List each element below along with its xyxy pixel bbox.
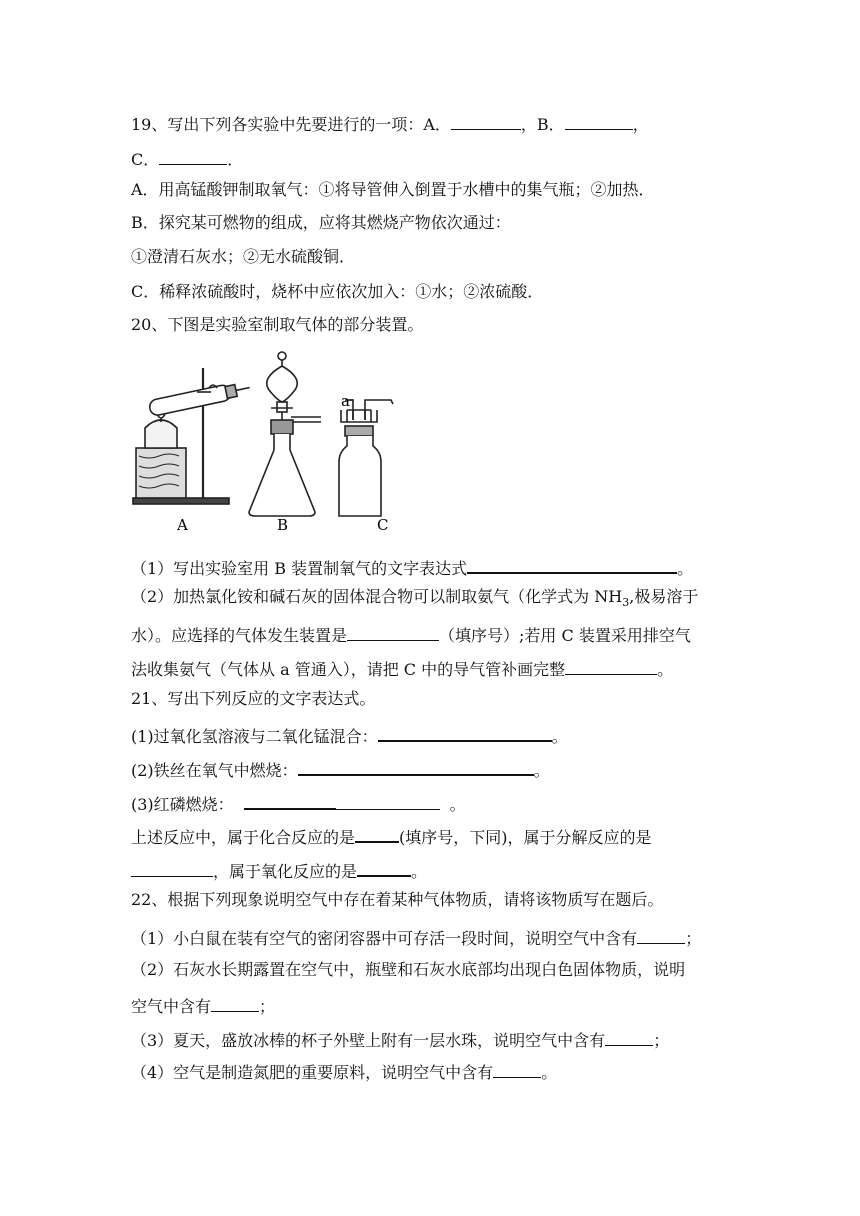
q20-part2-text-e: 法收集氨气（气体从 a 管通入），请把 C 中的导气管补画完整 xyxy=(131,660,566,679)
q21-summary2 xyxy=(131,857,427,883)
q20-part1-prefix: （1）写出实验室用 B 装置制氧气的文字表达式 xyxy=(131,559,468,578)
q22-title: 22、根据下列现象说明空气中存在着某种气体物质，请将该物质写在题后。 xyxy=(131,890,664,909)
q21-r2-text: (2)铁丝在氧气中燃烧： xyxy=(131,761,298,780)
q19-sep-b: ，B． xyxy=(520,115,565,134)
q22-item4 xyxy=(131,1059,557,1084)
q21-r1-blank[interactable] xyxy=(378,722,552,742)
nh3-subscript: 3 xyxy=(622,596,630,610)
q21-r3-text: (3)红磷燃烧： xyxy=(131,795,234,814)
q19-option-b2: ①澄清石灰水；②无水硫酸铜． xyxy=(131,247,356,266)
q19-blank-b[interactable] xyxy=(565,111,633,130)
q20-part2-blank2[interactable] xyxy=(565,656,657,675)
apparatus-b xyxy=(249,352,321,516)
q21-combination-blank[interactable] xyxy=(355,823,399,843)
q20-title: 20、下图是实验室制取气体的部分装置。 xyxy=(131,315,424,334)
q21-summary1 xyxy=(131,823,652,849)
q20-part2-text-d: （填序号）;若用 C 装置采用排空气 xyxy=(439,626,691,645)
q19-option-b: B．探究某可燃物的组成，应将其燃烧产物依次通过： xyxy=(131,213,511,232)
q21-reaction1 xyxy=(131,722,568,748)
q20-part2-blank1[interactable] xyxy=(347,622,439,641)
q22-item3-text: （3）夏天，盛放冰棒的杯子外壁上附有一层水珠，说明空气中含有 xyxy=(131,1031,606,1050)
q19-line1-end: ， xyxy=(632,115,649,134)
label-a: A xyxy=(177,516,188,534)
apparatus-figure xyxy=(131,350,431,536)
q21-sum1-text-b: (填序号，下同)，属于分解反应的是 xyxy=(399,828,652,847)
apparatus-c xyxy=(339,400,393,516)
q22-item2b-text: 空气中含有 xyxy=(131,997,212,1016)
label-b: B xyxy=(277,516,289,534)
q20-part2-line2 xyxy=(131,622,691,647)
q21-sum2-end: 。 xyxy=(411,862,428,881)
q22-item2a: （2）石灰水长期露置在空气中，瓶壁和石灰水底部均出现白色固体物质，说明 xyxy=(131,960,686,979)
q22-item3-blank[interactable] xyxy=(605,1027,653,1046)
q20-part2-text-c: 水）。应选择的气体发生装置是 xyxy=(131,626,348,645)
q20-part2-text-b: ,极易溶于 xyxy=(629,587,699,606)
apparatus-a xyxy=(133,368,251,504)
q22-item4-text: （4）空气是制造氮肥的重要原料，说明空气中含有 xyxy=(131,1063,494,1082)
q20-part2-line1 xyxy=(131,586,698,608)
q21-r3-end: 。 xyxy=(449,795,466,814)
q22-item2-end: ； xyxy=(259,997,276,1016)
q19-line1 xyxy=(131,111,649,136)
q21-sum2-text: ，属于氧化反应的是 xyxy=(213,862,358,881)
label-tube-a: a xyxy=(341,392,350,410)
q19-line2-prefix: C． xyxy=(131,150,160,169)
q21-sum1-text: 上述反应中，属于化合反应的是 xyxy=(131,828,356,847)
q22-item2-blank[interactable] xyxy=(211,993,259,1012)
q22-item4-blank[interactable] xyxy=(493,1059,541,1078)
q22-item1-end: ； xyxy=(685,929,702,948)
q20-part2-line3 xyxy=(131,656,673,681)
q21-reaction3 xyxy=(131,790,466,816)
q21-r2-end: 。 xyxy=(533,761,550,780)
q22-item1 xyxy=(131,925,701,950)
q21-r3-blank-ext[interactable] xyxy=(336,791,440,810)
q19-option-c: C．稀释浓硫酸时，烧杯中应依次加入：①水；②浓硫酸． xyxy=(131,282,544,301)
q19-option-a: A．用高锰酸钾制取氧气：①将导管伸入倒置于水槽中的集气瓶；②加热． xyxy=(131,180,655,199)
q19-blank-a[interactable] xyxy=(451,111,521,130)
q20-part1-blank[interactable] xyxy=(467,554,677,574)
q22-item1-blank[interactable] xyxy=(637,925,685,944)
q21-title: 21、写出下列反应的文字表达式。 xyxy=(131,689,376,708)
q21-oxidation-blank[interactable] xyxy=(357,857,411,877)
q20-part2-end: 。 xyxy=(657,660,674,679)
q22-item2b xyxy=(131,993,275,1018)
q21-r1-end: 。 xyxy=(551,727,568,746)
q22-item4-end: 。 xyxy=(541,1063,558,1082)
q20-part1-end: 。 xyxy=(677,559,694,578)
q21-r3-blank[interactable] xyxy=(244,790,336,810)
label-c: C xyxy=(377,516,389,534)
q19-line2-end: ． xyxy=(227,150,244,169)
q19-line1-prefix: 19、写出下列各实验中先要进行的一项：A． xyxy=(131,115,451,134)
q22-item1-text: （1）小白鼠在装有空气的密闭容器中可存活一段时间，说明空气中含有 xyxy=(131,929,638,948)
q21-r2-blank[interactable] xyxy=(298,756,534,776)
q20-part1 xyxy=(131,554,693,580)
q21-decomposition-blank[interactable] xyxy=(131,858,213,877)
q22-item3 xyxy=(131,1027,669,1052)
q21-r1-text: (1)过氧化氢溶液与二氧化锰混合： xyxy=(131,727,378,746)
q19-line2 xyxy=(131,146,243,171)
q21-reaction2 xyxy=(131,756,550,782)
q20-part2-text-a: （2）加热氯化铵和碱石灰的固体混合物可以制取氨气（化学式为 NH xyxy=(131,587,623,606)
q19-blank-c[interactable] xyxy=(159,146,227,165)
q22-item3-end: ； xyxy=(653,1031,670,1050)
